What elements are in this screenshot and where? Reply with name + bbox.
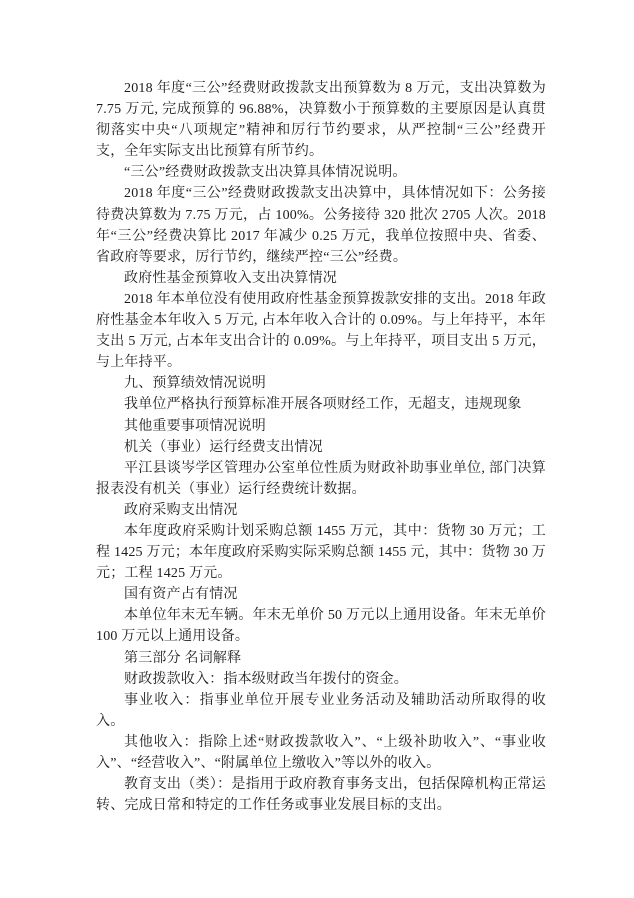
paragraph: 本单位年末无车辆。年末无单价 50 万元以上通用设备。年末无单价 100 万元以上通用设备。	[96, 608, 546, 645]
paragraph: 九、预算绩效情况说明	[124, 376, 266, 392]
paragraph: 本年度政府采购计划采购总额 1455 万元，其中：货物 30 万元；工程 1425 万元；本年度政府采购实际采购总额 1455 元，其中：货物 30 万元；工程 1425 万元。	[96, 523, 546, 582]
document-body	[96, 78, 546, 816]
paragraph: “三公”经费财政拨款支出决算具体情况说明。	[124, 165, 407, 181]
paragraph: 2018 年本单位没有使用政府性基金预算拨款安排的支出。2018 年政府性基金本年收入 5 万元, 占本年收入合计的 0.09%。与上年持平，本年支出 5 万元, 占本年支出合计的 0.09%。与上年持平，项目支出 5 万元，与上年持平。	[96, 291, 546, 371]
paragraph: 财政拨款收入：指本级财政当年拨付的资金。	[124, 671, 408, 687]
paragraph: 政府性基金预算收入支出决算情况	[124, 270, 337, 286]
paragraph: 我单位严格执行预算标准开展各项财经工作，无超支，违规现象	[124, 397, 522, 413]
paragraph: 政府采购支出情况	[124, 502, 238, 518]
paragraph: 第三部分 名词解释	[124, 650, 242, 666]
paragraph: 机关（事业）运行经费支出情况	[124, 439, 323, 455]
paragraph: 国有资产占有情况	[124, 587, 238, 603]
paragraph: 事业收入：指事业单位开展专业业务活动及辅助活动所取得的收入。	[96, 692, 546, 729]
paragraph: 2018 年度“三公”经费财政拨款支出决算中，具体情况如下：公务接待费决算数为 7.75 万元，占 100%。公务接待 320 批次 2705 人次。2018 年“三公”经费决算比 2017 年减少 0.25 万元，我单位按照中央、省委、省政府等要求，厉行节约，继续严控“三公”经费。	[96, 186, 546, 265]
paragraph: 其他收入：指除上述“财政拨款收入”、“上级补助收入”、“事业收入”、“经营收入”、“附属单位上缴收入”等以外的收入。	[96, 734, 546, 771]
paragraph: 其他重要事项情况说明	[124, 418, 266, 434]
paragraph: 教育支出（类）：是指用于政府教育事务支出，包括保障机构正常运转、完成日常和特定的工作任务或事业发展目标的支出。	[96, 777, 546, 814]
paragraph: 平江县谈岑学区管理办公室单位性质为财政补助事业单位, 部门决算报表没有机关（事业）运行经费统计数据。	[96, 460, 546, 497]
paragraph: 2018 年度“三公”经费财政拨款支出预算数为 8 万元，支出决算数为 7.75 万元, 完成预算的 96.88%，决算数小于预算数的主要原因是认真贯彻落实中央“八项规定”精神和厉行节约要求，从严控制“三公”经费开支，全年实际支出比预算有所节约。	[96, 81, 546, 160]
